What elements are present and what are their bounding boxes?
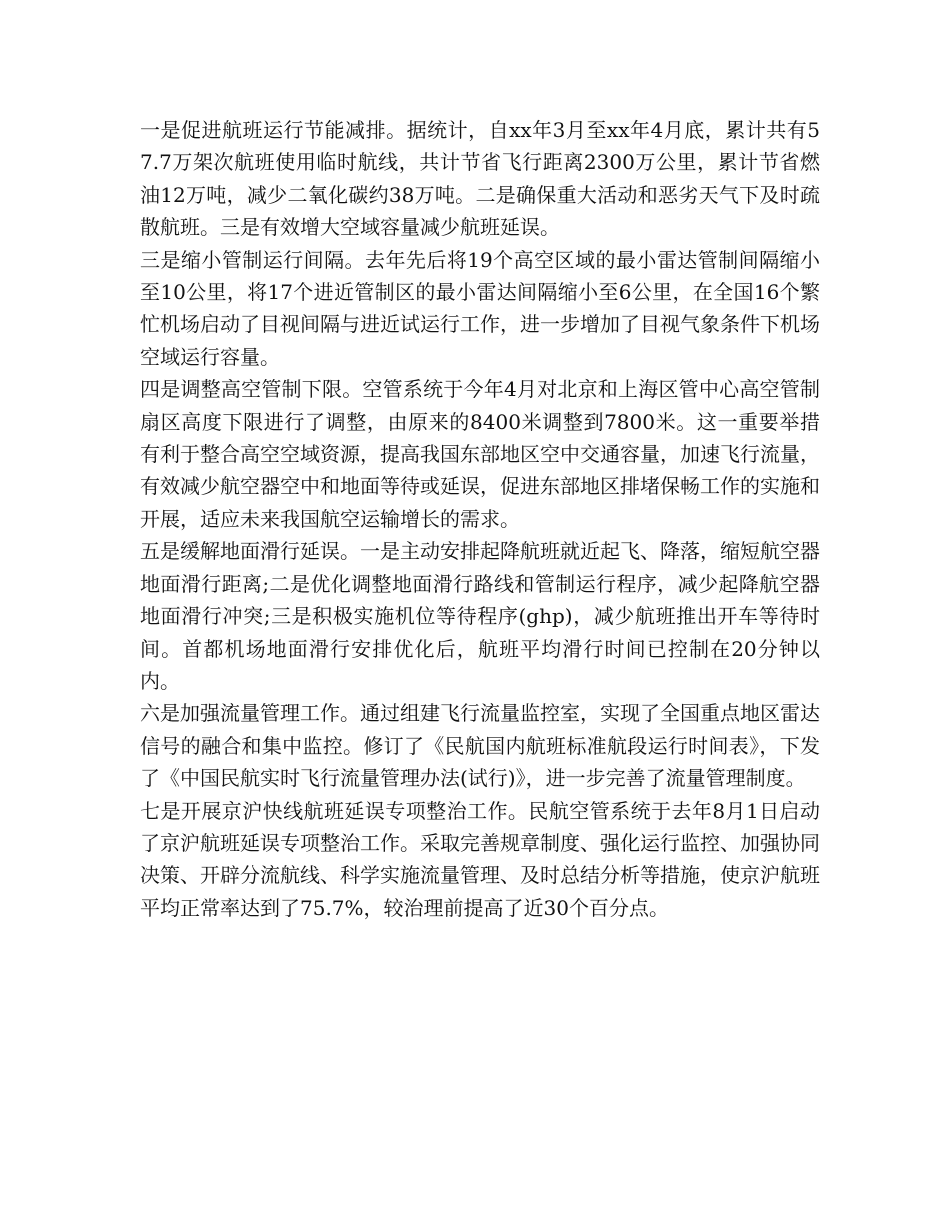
- paragraph-beijing-shanghai-delay: 七是开展京沪快线航班延误专项整治工作。民航空管系统于去年8月1日启动了京沪航班延误专项整治工作。采取完善规章制度、强化运行监控、加强协同决策、开辟分流航线、科学实施流量管理、及时总结分析等措施，使京沪航班平均正常率达到了75.7%，较治理前提高了近30个百分点。: [140, 798, 820, 920]
- paragraph-high-altitude-limit: 四是调整高空管制下限。空管系统于今年4月对北京和上海区管中心高空管制扇区高度下限进行了调整，由原来的8400米调整到7800米。这一重要举措有利于整合高空空域资源，提高我国东部地区空中交通容量，加速飞行流量，有效减少航空器空中和地面等待或延误，促进东部地区排堵保畅工作的实施和开展，适应未来我国航空运输增长的需求。: [140, 377, 820, 531]
- paragraph-flow-management: 六是加强流量管理工作。通过组建飞行流量监控室，实现了全国重点地区雷达信号的融合和集中监控。修订了《民航国内航班标准航段运行时间表》，下发了《中国民航实时飞行流量管理办法(试行)》，进一步完善了流量管理制度。: [140, 701, 820, 791]
- document-body: [140, 114, 820, 924]
- paragraph-energy-saving: 一是促进航班运行节能减排。据统计，自xx年3月至xx年4月底，累计共有57.7万架次航班使用临时航线，共计节省飞行距离2300万公里，累计节省燃油12万吨，减少二氧化碳约38万吨。二是确保重大活动和恶劣天气下及时疏散航班。三是有效增大空域容量减少航班延误。: [140, 118, 820, 240]
- paragraph-ground-taxi-delay: 五是缓解地面滑行延误。一是主动安排起降航班就近起飞、降落，缩短航空器地面滑行距离;二是优化调整地面滑行路线和管制运行程序，减少起降航空器地面滑行冲突;三是积极实施机位等待程序(ghp)，减少航班推出开车等待时间。首都机场地面滑行安排优化后，航班平均滑行时间已控制在20分钟以内。: [140, 539, 820, 693]
- paragraph-control-separation: 三是缩小管制运行间隔。去年先后将19个高空区域的最小雷达管制间隔缩小至10公里，将17个进近管制区的最小雷达间隔缩小至6公里，在全国16个繁忙机场启动了目视间隔与进近试运行工作，进一步增加了目视气象条件下机场空域运行容量。: [140, 247, 820, 369]
